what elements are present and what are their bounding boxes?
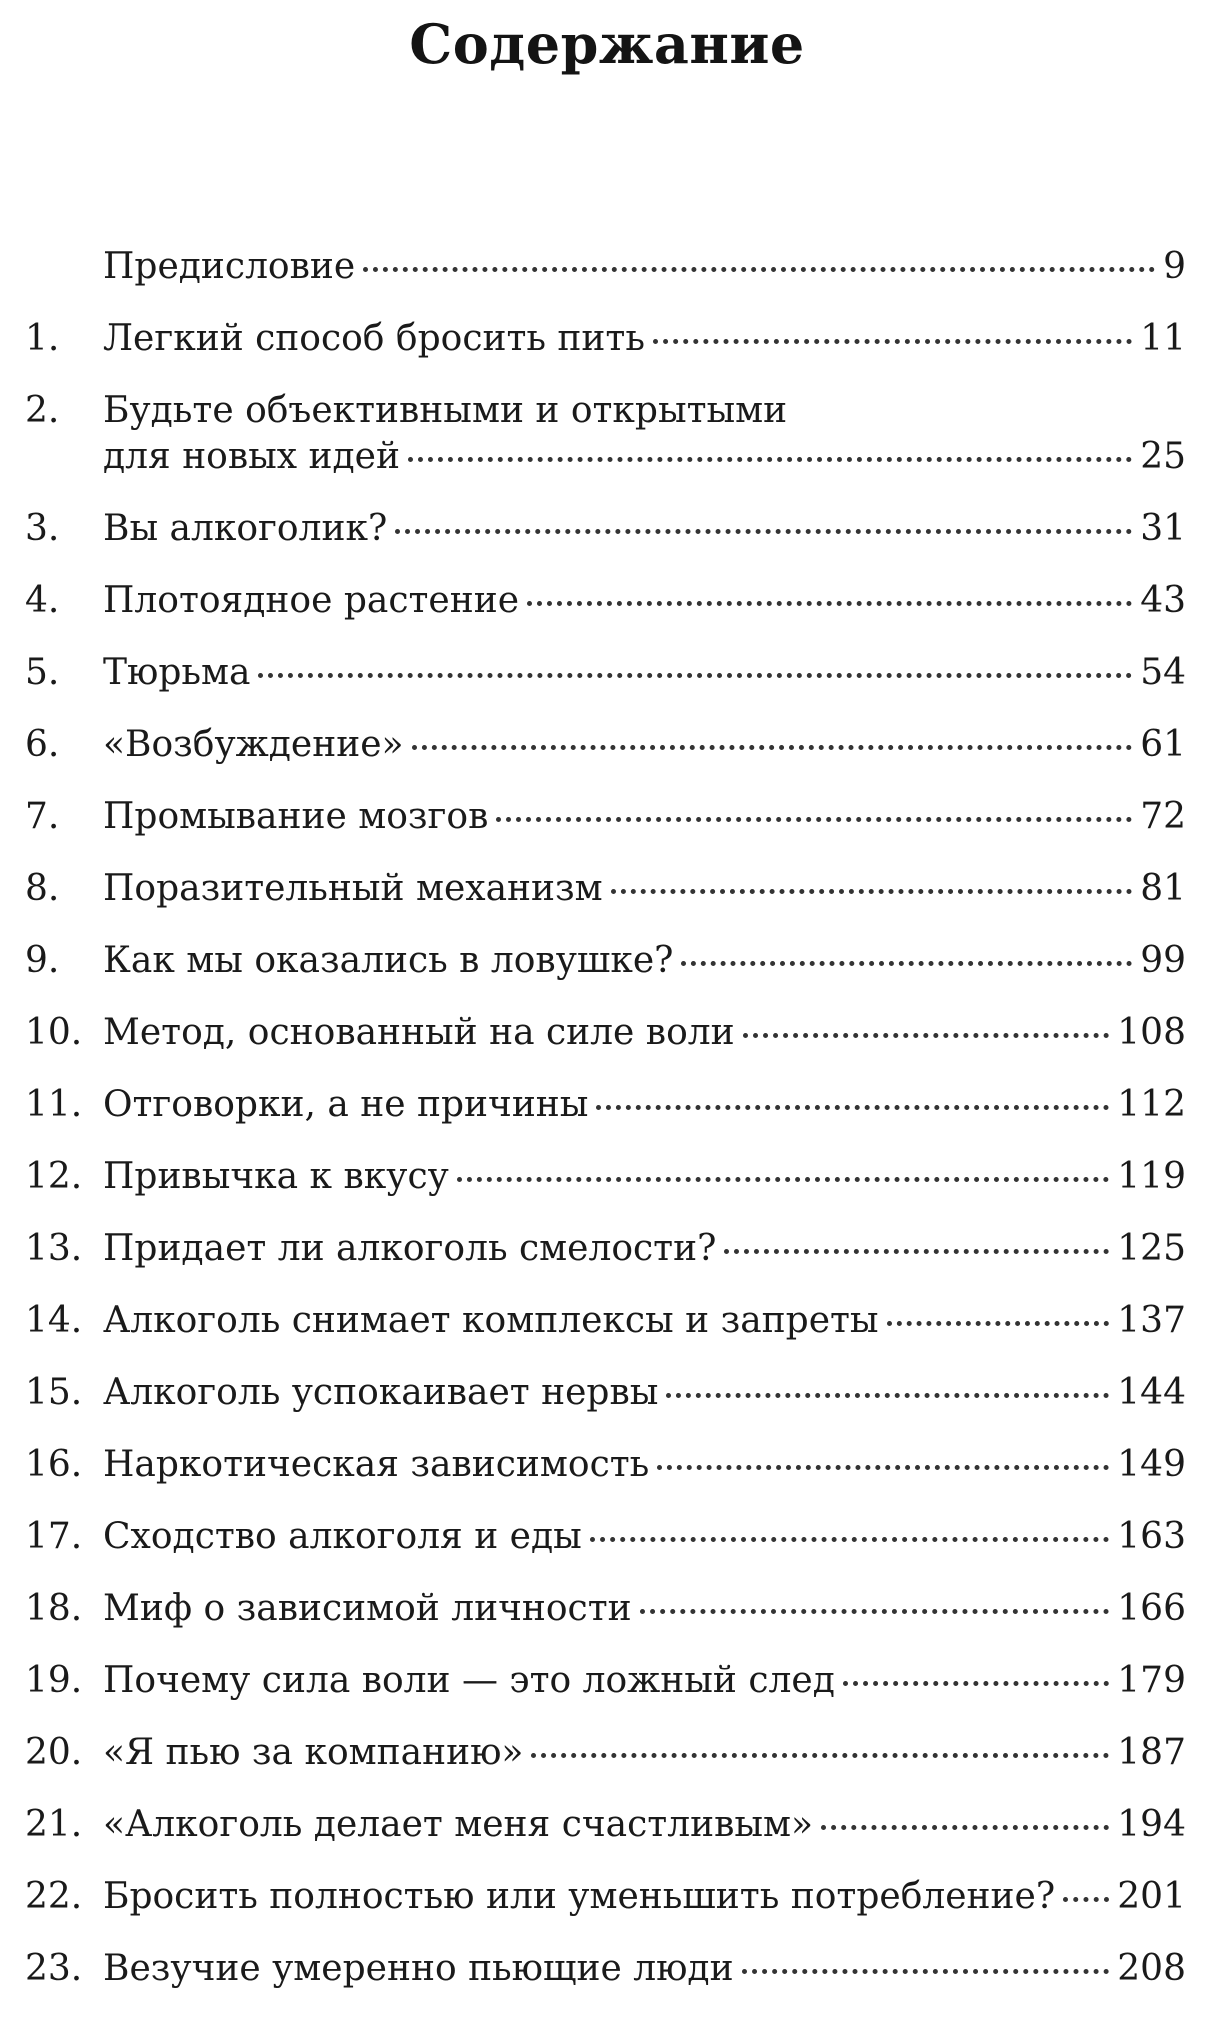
entry-page-number: 179 (1117, 1660, 1186, 1701)
entry-page-number: 166 (1117, 1588, 1186, 1629)
entry-title: Алкоголь успокаивает нервы (103, 1372, 659, 1413)
dot-leader (527, 601, 1132, 606)
toc-entry[interactable] (0, 1083, 1214, 1127)
entry-page-number: 208 (1117, 1948, 1186, 1989)
entry-number: 15. (25, 1372, 83, 1413)
entry-number: 9. (25, 940, 60, 981)
entry-title: Предисловие (103, 246, 356, 287)
entry-title: Привычка к вкусу (103, 1156, 449, 1197)
entry-number: 3. (25, 508, 60, 549)
entry-title: «Возбуждение» (103, 724, 404, 765)
entry-title: «Я пью за компанию» (103, 1732, 524, 1773)
entry-page-number: 54 (1140, 652, 1186, 693)
entry-number: 14. (25, 1300, 83, 1341)
dot-leader (457, 1177, 1109, 1182)
dot-leader (395, 529, 1132, 534)
dot-leader (887, 1321, 1110, 1326)
toc-entry[interactable] (0, 389, 1214, 481)
entry-title: Поразительный механизм (103, 868, 603, 909)
entry-title: Плотоядное растение (103, 580, 520, 621)
toc-entry[interactable] (0, 1875, 1214, 1919)
entry-page-number: 72 (1140, 796, 1186, 837)
entry-page-number: 61 (1140, 724, 1186, 765)
entry-page-number: 187 (1117, 1732, 1186, 1773)
entry-number: 12. (25, 1156, 83, 1197)
entry-page-number: 149 (1117, 1444, 1186, 1485)
toc-entry[interactable] (0, 1299, 1214, 1343)
entry-title: Промывание мозгов (103, 796, 489, 837)
entry-title: «Алкоголь делает меня счастливым» (103, 1804, 814, 1845)
entry-title: Наркотическая зависимость (103, 1444, 650, 1485)
entry-page-number: 9 (1163, 246, 1186, 287)
entry-number: 21. (25, 1804, 83, 1845)
entry-page-number: 163 (1117, 1516, 1186, 1557)
entry-page-number: 112 (1117, 1084, 1186, 1125)
entry-number: 22. (25, 1876, 83, 1917)
dot-leader (640, 1609, 1110, 1614)
entry-title: Придает ли алкоголь смелости? (103, 1228, 717, 1269)
entry-page-number: 119 (1117, 1156, 1186, 1197)
dot-leader (743, 1033, 1110, 1038)
toc-entry[interactable] (0, 1011, 1214, 1055)
entry-number: 20. (25, 1732, 83, 1773)
entry-title: Отговорки, а не причины (103, 1084, 589, 1125)
toc-entry[interactable] (0, 939, 1214, 983)
entry-title: для новых идей (103, 436, 400, 477)
dot-leader (611, 889, 1133, 894)
entry-title: Везучие умеренно пьющие люди (103, 1948, 734, 1989)
entry-page-number: 31 (1140, 508, 1186, 549)
entry-title: Метод, основанный на силе воли (103, 1012, 735, 1053)
entry-page-number: 194 (1117, 1804, 1186, 1845)
dot-leader (258, 673, 1132, 678)
entry-number: 5. (25, 652, 60, 693)
dot-leader (408, 457, 1132, 462)
toc-entry[interactable] (0, 1227, 1214, 1271)
entry-number: 1. (25, 318, 60, 359)
entry-title: Алкоголь снимает комплексы и запреты (103, 1300, 879, 1341)
entry-number: 6. (25, 724, 60, 765)
entry-page-number: 137 (1117, 1300, 1186, 1341)
entry-page-number: 43 (1140, 580, 1186, 621)
toc-entry[interactable] (0, 579, 1214, 623)
entry-page-number: 108 (1117, 1012, 1186, 1053)
dot-leader (657, 1465, 1109, 1470)
entry-number: 4. (25, 580, 60, 621)
toc-entry[interactable] (0, 1515, 1214, 1559)
toc-entry-preface[interactable] (0, 245, 1214, 289)
toc-entry[interactable] (0, 867, 1214, 911)
entry-number: 13. (25, 1228, 83, 1269)
dot-leader (681, 961, 1132, 966)
dot-leader (724, 1249, 1109, 1254)
dot-leader (821, 1825, 1109, 1830)
entry-title: Миф о зависимой личности (103, 1588, 632, 1629)
dot-leader (531, 1753, 1109, 1758)
entry-page-number: 99 (1140, 940, 1186, 981)
entry-number: 19. (25, 1660, 83, 1701)
toc-entry[interactable] (0, 723, 1214, 767)
dot-leader (653, 339, 1132, 344)
entry-number: 16. (25, 1444, 83, 1485)
toc-entry[interactable] (0, 1947, 1214, 1991)
toc-entry[interactable] (0, 1731, 1214, 1775)
dot-leader (363, 267, 1155, 272)
toc-entry[interactable] (0, 1155, 1214, 1199)
entry-title: Как мы оказались в ловушке? (103, 940, 674, 981)
entry-page-number: 125 (1117, 1228, 1186, 1269)
toc-entry[interactable] (0, 1587, 1214, 1631)
toc-entry[interactable] (0, 1443, 1214, 1487)
entry-number: 7. (25, 796, 60, 837)
toc-entry[interactable] (0, 317, 1214, 361)
dot-leader (1063, 1897, 1109, 1902)
page-title: Содержание (409, 12, 805, 76)
entry-page-number: 25 (1140, 436, 1186, 477)
entry-page-number: 144 (1117, 1372, 1186, 1413)
entry-number: 23. (25, 1948, 83, 1989)
dot-leader (412, 745, 1133, 750)
entry-number: 8. (25, 868, 60, 909)
dot-leader (590, 1537, 1110, 1542)
entry-title: Бросить полностью или уменьшить потребление? (103, 1876, 1056, 1917)
entry-number: 2. (25, 390, 60, 431)
dot-leader (596, 1105, 1109, 1110)
entry-title: Почему сила воли — это ложный след (103, 1660, 835, 1701)
toc-entry[interactable] (0, 795, 1214, 839)
entry-title-line1: Будьте объективными и открытыми (103, 390, 788, 431)
entry-title: Тюрьма (103, 652, 251, 693)
dot-leader (496, 817, 1132, 822)
dot-leader (666, 1393, 1109, 1398)
toc-entry[interactable] (0, 1659, 1214, 1703)
toc-entry[interactable] (0, 1803, 1214, 1847)
entry-number: 10. (25, 1012, 83, 1053)
entry-number: 18. (25, 1588, 83, 1629)
toc-entry[interactable] (0, 651, 1214, 695)
entry-page-number: 81 (1140, 868, 1186, 909)
dot-leader (742, 1969, 1110, 1974)
dot-leader (843, 1681, 1109, 1686)
entry-title: Вы алкоголик? (103, 508, 388, 549)
entry-number: 17. (25, 1516, 83, 1557)
entry-page-number: 201 (1117, 1876, 1186, 1917)
entry-page-number: 11 (1140, 318, 1186, 359)
entry-title: Сходство алкоголя и еды (103, 1516, 582, 1557)
toc-entry[interactable] (0, 1371, 1214, 1415)
entry-title: Легкий способ бросить пить (103, 318, 645, 359)
entry-number: 11. (25, 1084, 83, 1125)
toc-entry[interactable] (0, 507, 1214, 551)
